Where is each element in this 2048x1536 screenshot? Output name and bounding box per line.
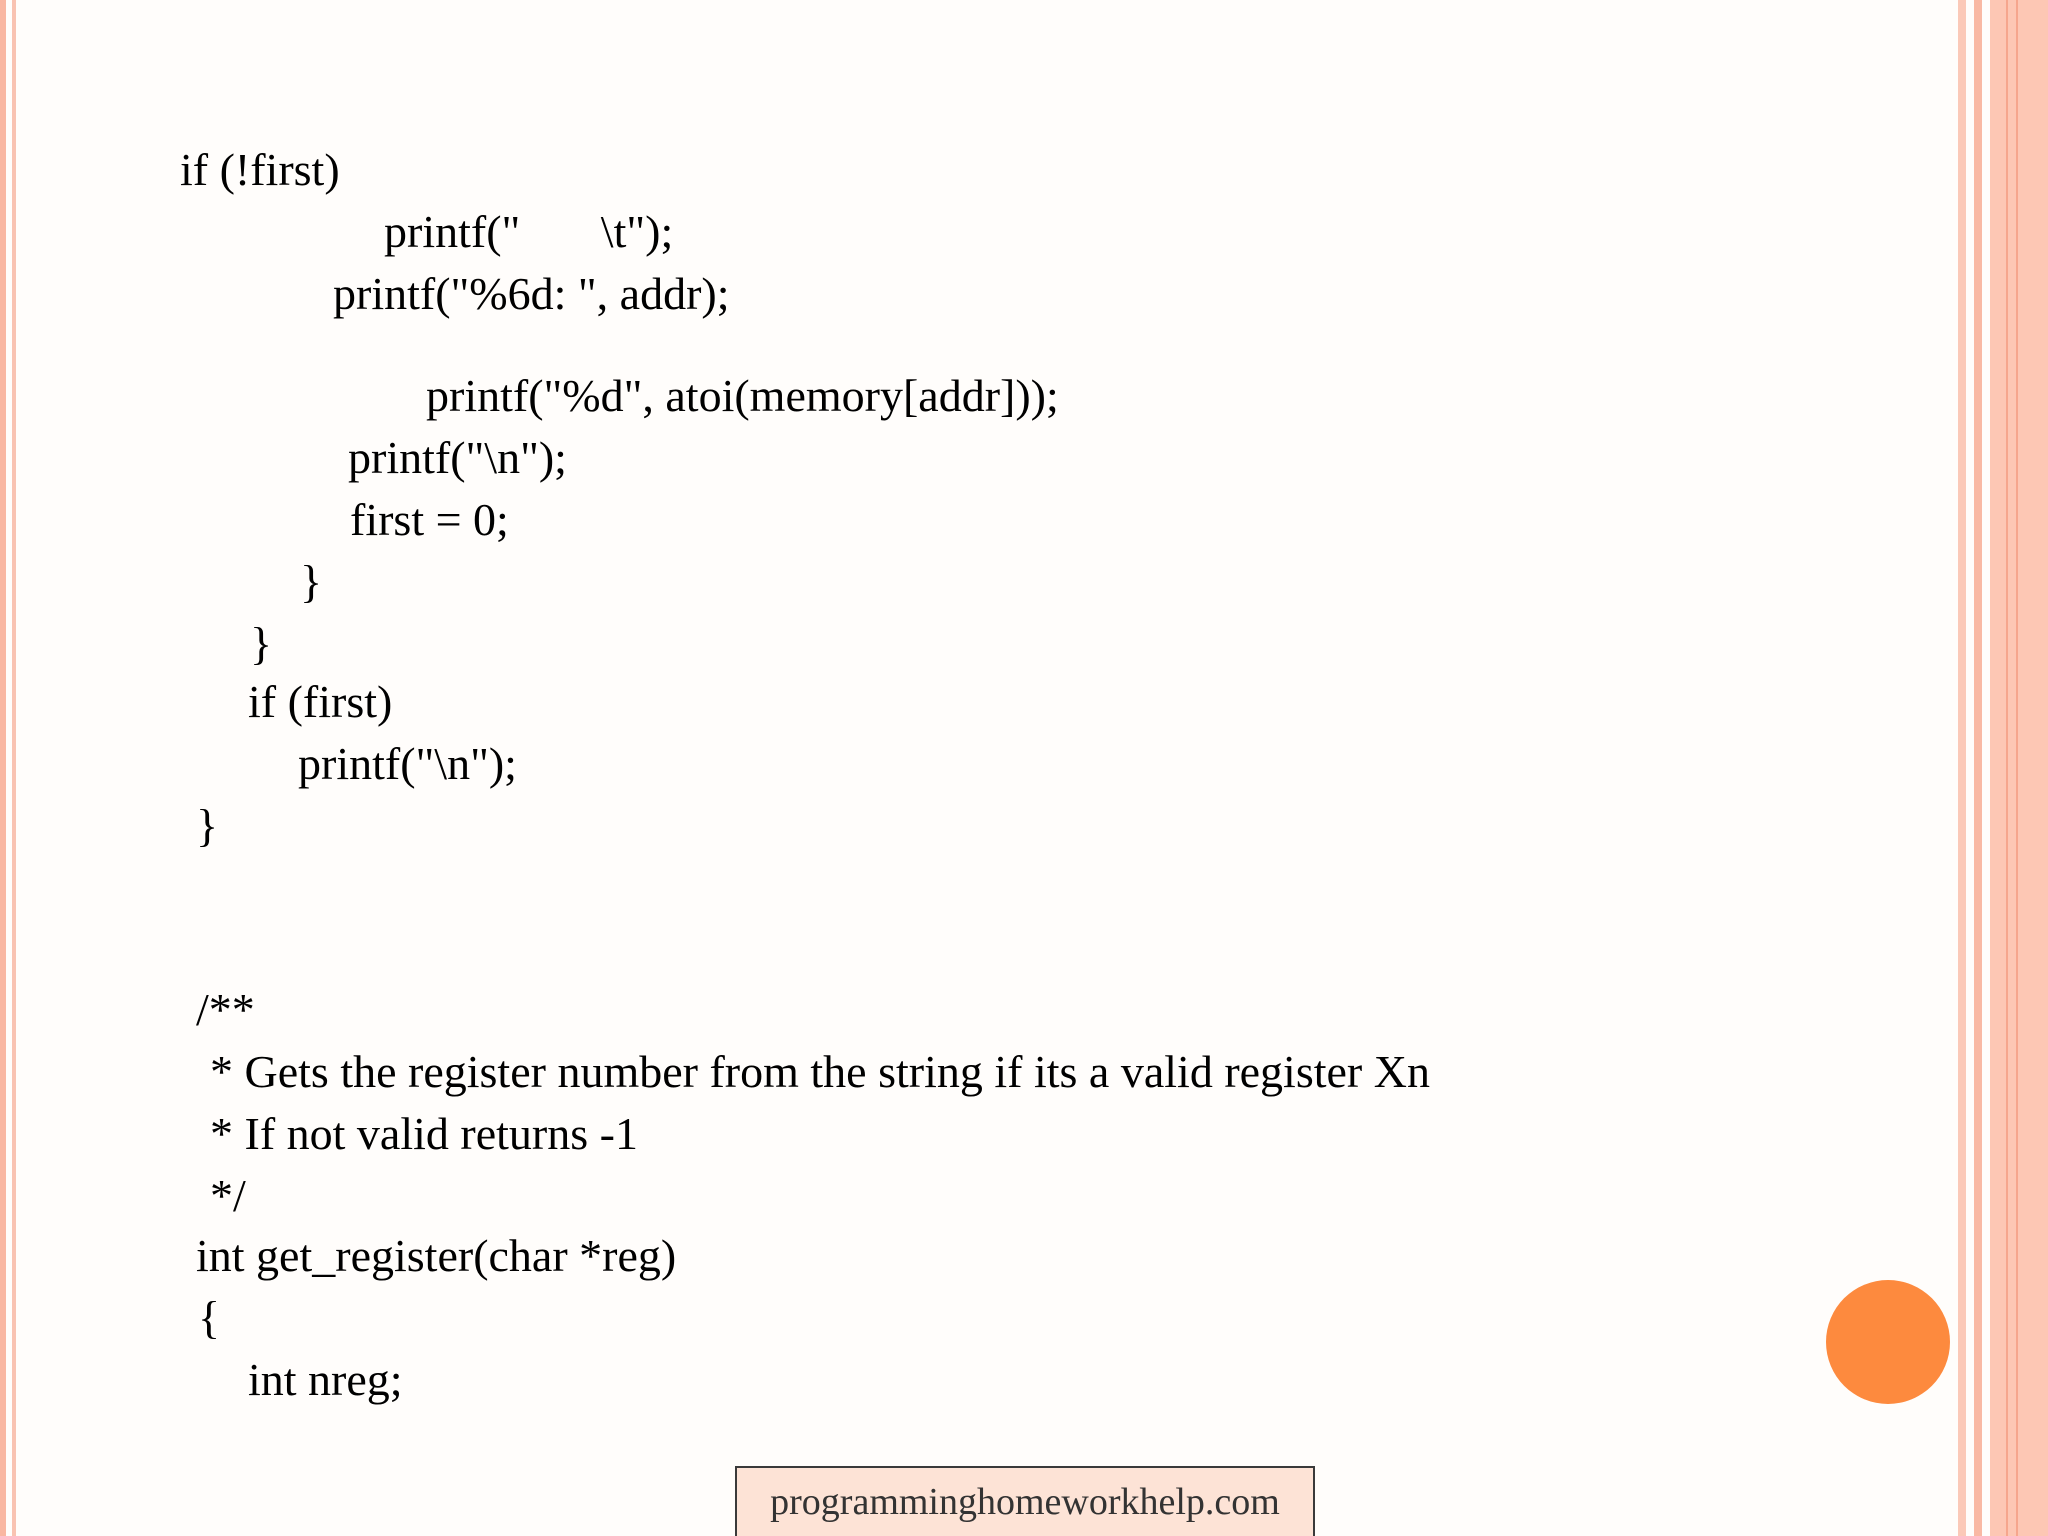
- code-line: }: [250, 618, 273, 669]
- right-border-line: [2016, 0, 2018, 1536]
- left-border-decoration-inner: [12, 0, 16, 1536]
- code-line: }: [196, 800, 219, 851]
- code-line: first = 0;: [350, 494, 509, 545]
- code-line: }: [300, 556, 323, 607]
- code-line: if (first): [248, 676, 393, 727]
- code-line: printf("\n");: [348, 432, 567, 483]
- right-border-band: [1990, 0, 2048, 1536]
- right-border-stripe: [1958, 0, 1966, 1536]
- orange-circle-decoration: [1826, 1280, 1950, 1404]
- code-line: * If not valid returns -1: [210, 1108, 638, 1159]
- left-border-decoration: [0, 0, 6, 1536]
- code-line: printf("%d", atoi(memory[addr]));: [426, 370, 1059, 421]
- code-line: printf("%6d: ", addr);: [333, 268, 730, 319]
- right-border-stripe: [1974, 0, 1982, 1536]
- footer-site-text: programminghomeworkhelp.com: [770, 1481, 1280, 1523]
- code-line: */: [210, 1170, 246, 1221]
- right-border-line: [2006, 0, 2008, 1536]
- code-line: {: [198, 1292, 221, 1343]
- code-line: if (!first): [180, 144, 340, 195]
- footer-watermark: [735, 1466, 1315, 1536]
- code-line: printf(" \t");: [384, 206, 674, 257]
- code-line: * Gets the register number from the string if its a valid register Xn: [210, 1046, 1430, 1097]
- code-line: /**: [196, 984, 255, 1035]
- code-line: printf("\n");: [298, 738, 517, 789]
- code-line: int get_register(char *reg): [196, 1230, 677, 1281]
- code-line: int nreg;: [248, 1354, 403, 1405]
